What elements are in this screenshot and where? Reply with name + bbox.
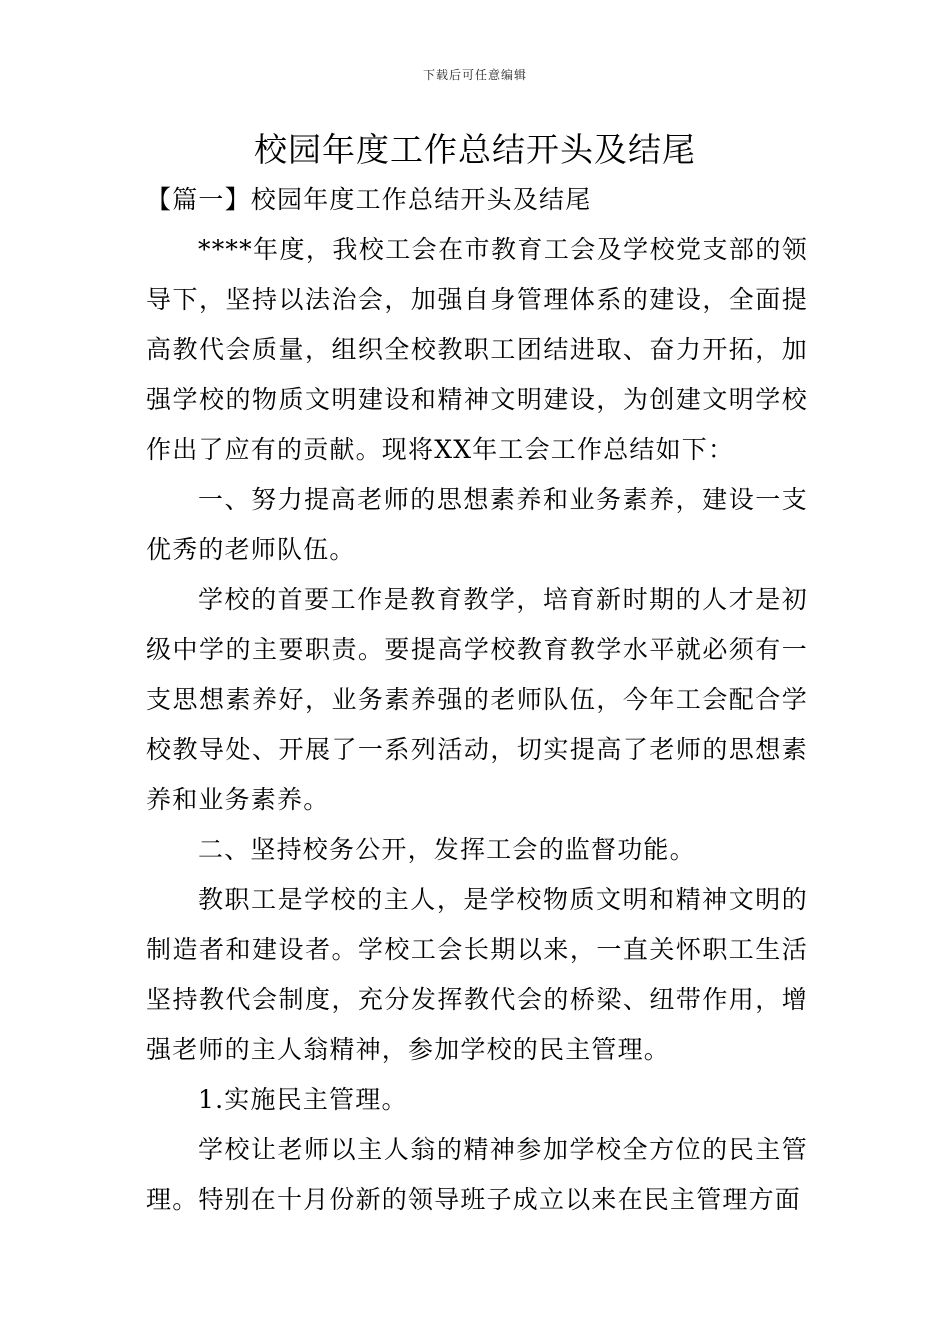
paragraph-body-2: 教职工是学校的主人，是学校物质文明和精神文明的制造者和建设者。学校工会长期以来，一直关怀职工生活坚持教代会制度，充分发挥教代会的桥梁、纽带作用，增强老师的主人翁精神，参加学校的民主管理。 <box>146 885 808 1064</box>
paragraph-heading-2: 二、坚持校务公开，发挥工会的监督功能。 <box>198 835 696 864</box>
paragraph-heading-1: 一、努力提高老师的思想素养和业务素养，建设一支优秀的老师队伍。 <box>146 485 808 564</box>
document-body <box>146 175 808 1225</box>
paragraph-body-1: 学校的首要工作是教育教学，培育新时期的人才是初级中学的主要职责。要提高学校教育教学水平就必须有一支思想素养好，业务素养强的老师队伍，今年工会配合学校教导处、开展了一系列活动，切实提高了老师的思想素养和业务素养。 <box>146 585 808 814</box>
paragraph-body-3: 学校让老师以主人翁的精神参加学校全方位的民主管理。特别在十月份新的领导班子成立以来在民主管理方面 <box>146 1135 808 1214</box>
document-title: 校园年度工作总结开头及结尾 <box>254 130 696 169</box>
section-heading: 【篇一】校园年度工作总结开头及结尾 <box>146 185 592 214</box>
paragraph-intro: ****年度，我校工会在市教育工会及学校党支部的领导下，坚持以法治会，加强自身管理体系的建设，全面提高教代会质量，组织全校教职工团结进取、奋力开拓，加强学校的物质文明建设和精神文明建设，为创建文明学校作出了应有的贡献。现将XX年工会工作总结如下： <box>146 235 808 464</box>
paragraph-subheading-1: 1.实施民主管理。 <box>198 1085 408 1114</box>
header-note: 下载后可任意编辑 <box>422 68 527 82</box>
